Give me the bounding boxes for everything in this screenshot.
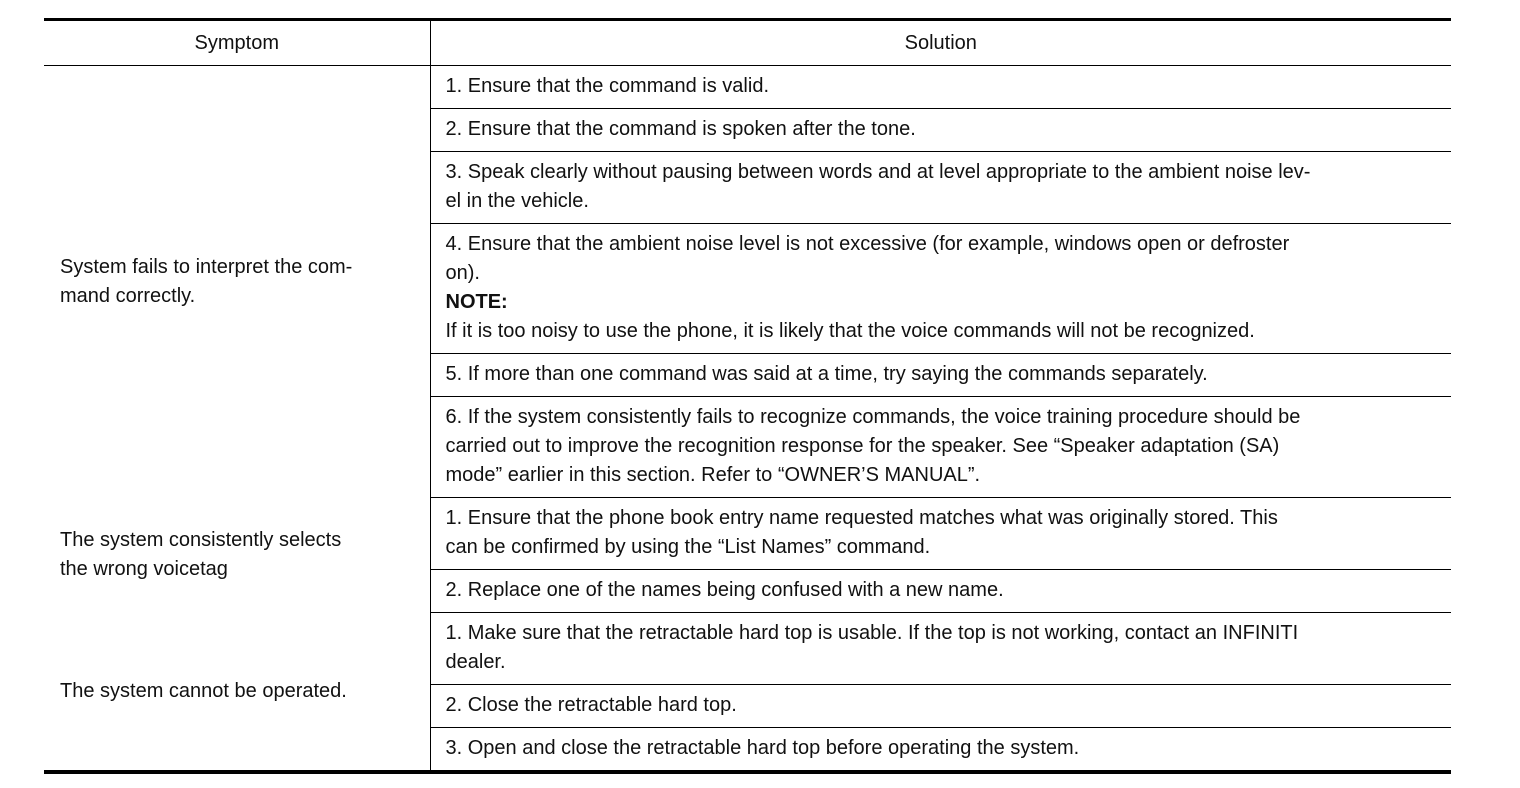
solution-text: 2. Ensure that the command is spoken after the tone. bbox=[445, 118, 916, 140]
solution-text: 1. Ensure that the command is valid. bbox=[445, 75, 769, 97]
solution-cell bbox=[430, 728, 1451, 773]
solution-text-line: 6. If the system consistently fails to recognize commands, the voice training procedure should be bbox=[445, 406, 1301, 428]
table-row bbox=[44, 498, 1451, 570]
solution-text-line: el in the vehicle. bbox=[445, 190, 589, 212]
solution-text-line: mode” earlier in this section. Refer to “OWNER’S MANUAL”. bbox=[445, 464, 981, 486]
solution-text-line: 4. Ensure that the ambient noise level is not excessive (for example, windows open or defroster bbox=[445, 233, 1290, 255]
symptom-text-line: System fails to interpret the com- bbox=[60, 255, 353, 278]
solution-text-line: on). bbox=[445, 262, 480, 284]
solution-cell bbox=[430, 66, 1451, 109]
table-body bbox=[44, 66, 1451, 773]
solution-cell bbox=[430, 570, 1451, 613]
symptom-text-line: The system consistently selects bbox=[60, 529, 342, 551]
solution-text-line: dealer. bbox=[445, 651, 506, 673]
symptom-text-line: mand correctly. bbox=[60, 284, 196, 307]
solution-cell bbox=[430, 152, 1451, 224]
solution-cell bbox=[430, 397, 1451, 498]
solution-cell bbox=[430, 498, 1451, 570]
table-row bbox=[44, 613, 1451, 685]
header-row bbox=[44, 20, 1451, 66]
solution-text-line: can be confirmed by using the “List Names” command. bbox=[445, 536, 931, 558]
symptom-text-line: The system cannot be operated. bbox=[60, 679, 347, 702]
note-text: If it is too noisy to use the phone, it is likely that the voice commands will not be recognized. bbox=[445, 320, 1255, 342]
solution-cell bbox=[430, 613, 1451, 685]
symptom-cell bbox=[44, 66, 430, 498]
solution-cell bbox=[430, 224, 1451, 354]
symptom-cell bbox=[44, 613, 430, 773]
solution-cell bbox=[430, 685, 1451, 728]
solution-text-line: 3. Speak clearly without pausing between words and at level appropriate to the ambient noise lev- bbox=[445, 161, 1311, 183]
solution-text-line: 1. Make sure that the retractable hard top is usable. If the top is not working, contact an INFINITI bbox=[445, 622, 1299, 644]
solution-text: 3. Open and close the retractable hard top before operating the system. bbox=[445, 737, 1080, 759]
symptom-column-header: Symptom bbox=[44, 20, 430, 66]
solution-text: 2. Replace one of the names being confused with a new name. bbox=[445, 579, 1004, 601]
table-row bbox=[44, 66, 1451, 109]
solution-text: 2. Close the retractable hard top. bbox=[445, 694, 737, 716]
note-label: NOTE: bbox=[445, 291, 508, 313]
solution-cell bbox=[430, 354, 1451, 397]
solution-text-line: carried out to improve the recognition response for the speaker. See “Speaker adaptation (SA) bbox=[445, 435, 1280, 457]
symptom-cell bbox=[44, 498, 430, 613]
troubleshooting-table bbox=[44, 18, 1451, 774]
solution-text: 5. If more than one command was said at a time, try saying the commands separately. bbox=[445, 363, 1208, 385]
solution-text-line: 1. Ensure that the phone book entry name requested matches what was originally stored. This bbox=[445, 507, 1278, 529]
solution-cell bbox=[430, 109, 1451, 152]
solution-column-header: Solution bbox=[430, 20, 1451, 66]
symptom-text-line: the wrong voicetag bbox=[60, 558, 228, 580]
